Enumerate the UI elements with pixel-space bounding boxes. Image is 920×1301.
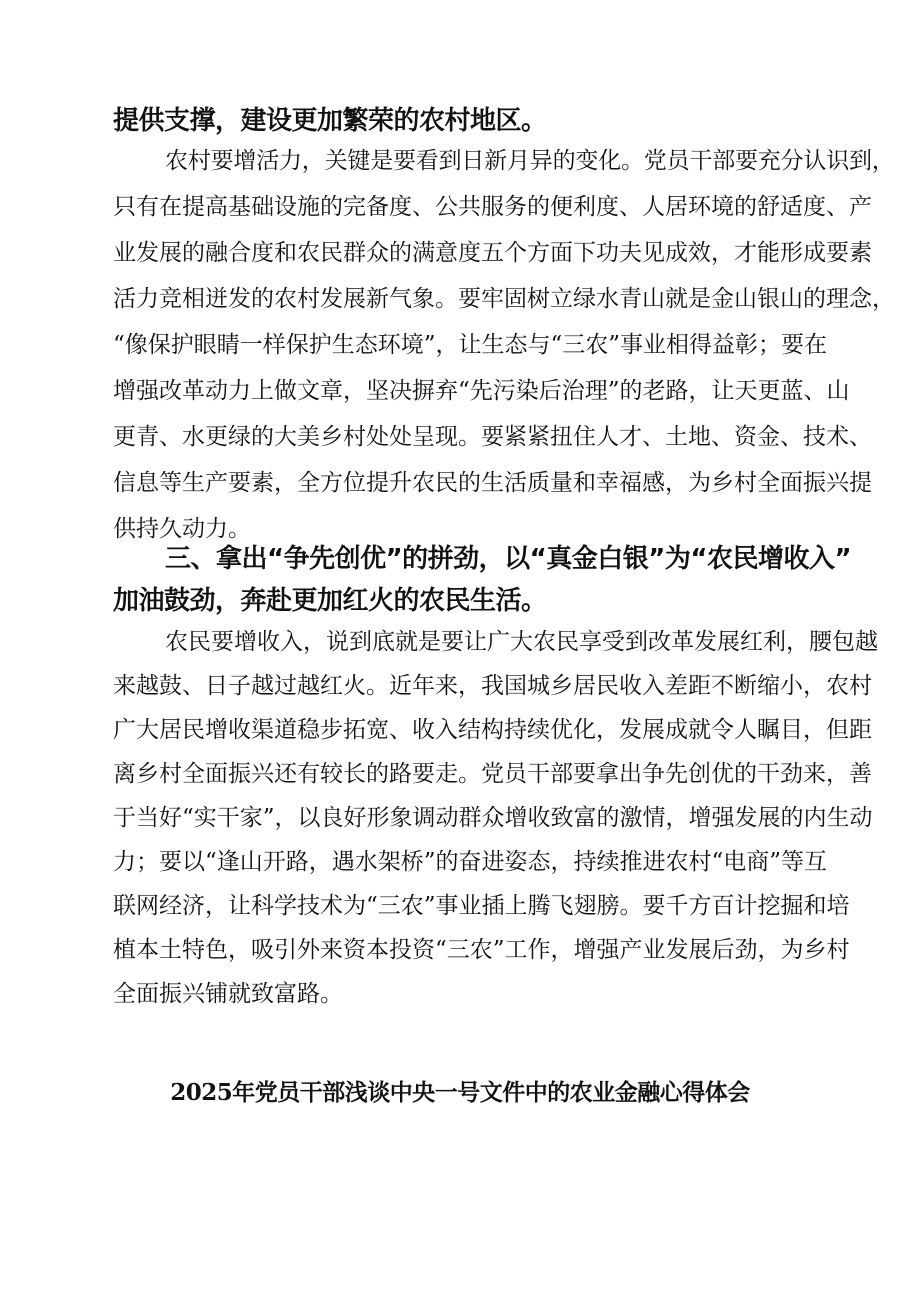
paragraph-line: 增强改革动力上做文章，坚决摒弃“先污染后治理”的老路，让天更蓝、山 <box>113 378 850 404</box>
paragraph-line: 全面振兴铺就致富路。 <box>113 981 343 1007</box>
paragraph-line: 信息等生产要素，全方位提升农民的生活质量和幸福感，为乡村全面振兴提 <box>113 470 872 496</box>
paragraph-line: “像保护眼睛一样保护生态环境”，让生态与“三农”事业相得益彰；要在 <box>113 332 828 358</box>
paragraph-line: 业发展的融合度和农民群众的满意度五个方面下功夫见成效，才能形成要素 <box>113 240 872 266</box>
paragraph-line: 来越鼓、日子越过越红火。近年来，我国城乡居民收入差距不断缩小，农村 <box>113 673 872 699</box>
paragraph-line: 广大居民增收渠道稳步拓宽、收入结构持续优化，发展成就令人瞩目，但距 <box>113 717 872 743</box>
article-title: 2025年党员干部浅谈中央一号文件中的农业金融心得体会 <box>170 1079 750 1106</box>
paragraph-line: 更青、水更绿的大美乡村处处呈现。要紧紧扭住人才、土地、资金、技术、 <box>113 424 872 450</box>
paragraph-line: 农民要增收入，说到底就是要让广大农民享受到改革发展红利，腰包越 <box>165 629 878 655</box>
paragraph-line: 只有在提高基础设施的完备度、公共服务的便利度、人居环境的舒适度、产 <box>113 194 872 220</box>
paragraph-line: 联网经济，让科学技术为“三农”事业插上腾飞翅膀。要千方百计挖掘和培 <box>113 893 850 919</box>
paragraph-line: 植本土特色，吸引外来资本投资“三农”工作，增强产业发展后劲，为乡村 <box>113 937 850 963</box>
paragraph-line: 于当好“实干家”，以良好形象调动群众增收致富的激情，增强发展的内生动 <box>113 805 873 831</box>
paragraph-line: 农村要增活力，关键是要看到日新月异的变化。党员干部要充分认识到， <box>165 148 895 174</box>
heading-line: 加油鼓劲，奔赴更加红火的农民生活。 <box>113 586 547 616</box>
heading-line: 提供支撑，建设更加繁荣的农村地区。 <box>113 106 547 136</box>
paragraph-line: 离乡村全面振兴还有较长的路要走。党员干部要拿出争先创优的干劲来，善 <box>113 761 872 787</box>
paragraph-line: 力；要以“逢山开路，遇水架桥”的奋进姿态，持续推进农村“电商”等互 <box>113 849 828 875</box>
paragraph-line: 供持久动力。 <box>113 516 251 542</box>
paragraph-line: 活力竞相迸发的农村发展新气象。要牢固树立绿水青山就是金山银山的理念， <box>113 286 895 312</box>
heading-line: 三、拿出“争先创优”的拼劲，以“真金白银”为“农民增收入” <box>165 544 852 574</box>
